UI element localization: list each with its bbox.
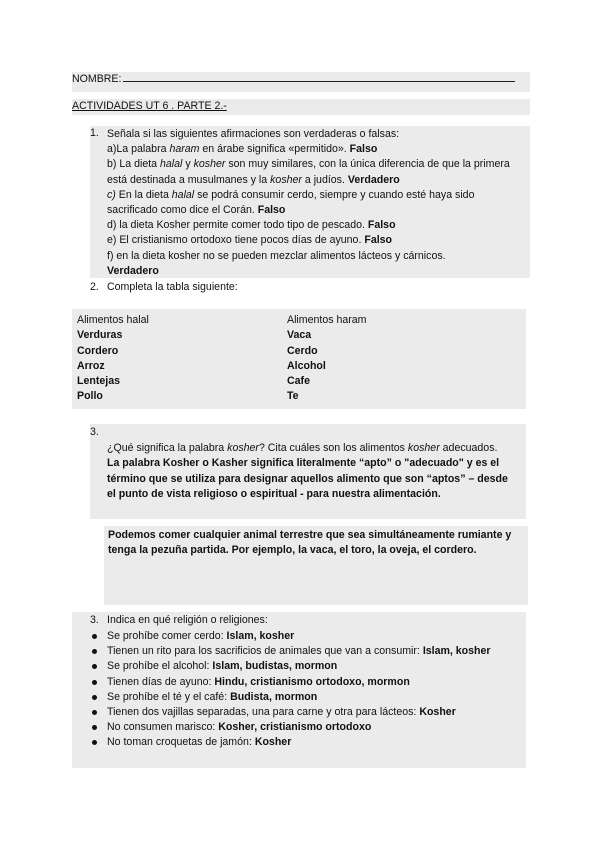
halal-cell: Arroz	[77, 359, 105, 372]
list-item: Se prohíbe comer cerdo: Islam, kosher	[90, 629, 520, 644]
religion-list	[90, 629, 520, 751]
question-4	[72, 612, 526, 768]
question-1	[90, 126, 530, 278]
answer-f: Verdadero	[107, 264, 159, 277]
answer-c: Falso	[257, 204, 286, 217]
question-4-head	[90, 613, 268, 627]
halal-column	[77, 313, 149, 405]
question-2-text: Completa la tabla siguiente:	[107, 281, 238, 293]
question-3-answer-2: Podemos comer cualquier animal terrestre que sea simultáneamente rumiante y tenga la pezuña partida. Por ejemplo, la vaca, el toro, la oveja, el cordero.	[108, 529, 512, 557]
halal-header: Alimentos halal	[77, 314, 149, 326]
halal-haram-table	[72, 309, 526, 409]
haram-cell: Te	[287, 390, 299, 403]
question-3	[90, 424, 526, 519]
question-3-number: 3.	[90, 426, 99, 438]
bullet-icon	[92, 710, 97, 715]
list-item: Se prohíbe el alcohol: Islam, budistas, mormon	[90, 659, 520, 674]
list-item: Se prohíbe el té y el café: Budista, mormon	[90, 690, 520, 705]
bullet-icon	[92, 649, 97, 654]
haram-cell: Cerdo	[287, 344, 318, 357]
name-blank-line[interactable]	[123, 72, 515, 82]
list-item: Tienen días de ayuno: Hindu, cristianismo ortodoxo, mormon	[90, 675, 520, 690]
haram-column	[287, 313, 366, 405]
question-1-intro: Señala si las siguientes afirmaciones son verdaderas o falsas:	[107, 128, 400, 140]
bullet-icon	[92, 740, 97, 745]
question-3-body: ¿Qué significa la palabra kosher? Cita cuáles son los alimentos kosher adecuados. La palabra Kosher o Kasher significa literalmente “apto” o "adecuado" y es el término que se utiliza para designar aquellos alimento que son “aptos” – desde el punto de vista religioso o espiritual - para nuestra alimentación.	[107, 442, 508, 500]
statement-f: f) en la dieta kosher no se pueden mezclar alimentos lácteos y cárnicos. Verdadero	[107, 249, 446, 277]
bullet-icon	[92, 634, 97, 639]
bullet-icon	[92, 695, 97, 700]
answer-b: Verdadero	[347, 173, 400, 186]
haram-cell: Cafe	[287, 375, 310, 388]
statement-e: e) El cristianismo ortodoxo tiene pocos días de ayuno. Falso	[107, 234, 393, 247]
question-4-number: 3.	[90, 614, 99, 626]
question-4-intro: Indica en qué religión o religiones:	[107, 614, 268, 626]
list-item: Tienen un rito para los sacrificios de animales que van a consumir: Islam, kosher	[90, 644, 520, 659]
list-item: No toman croquetas de jamón: Kosher	[90, 735, 520, 750]
activities-title: ACTIVIDADES UT 6 . PARTE 2.-	[72, 99, 530, 115]
statement-a: a)La palabra haram en árabe significa «permitido». Falso	[107, 143, 378, 156]
question-1-number: 1.	[90, 127, 99, 139]
halal-cell: Cordero	[77, 344, 119, 357]
statement-d: d) la dieta Kosher permite comer todo tipo de pescado. Falso	[107, 219, 396, 232]
answer-e: Falso	[364, 234, 393, 247]
statement-c: c) En la dieta halal se podrá consumir cerdo, siempre y cuando esté haya sido sacrificado como dice el Corán. Falso	[107, 188, 475, 217]
name-label: NOMBRE:	[72, 73, 122, 85]
haram-cell: Alcohol	[287, 359, 326, 372]
list-item: No consumen marisco: Kosher, cristianismo ortodoxo	[90, 720, 520, 735]
question-3-answer: La palabra Kosher o Kasher significa literalmente “apto” o "adecuado" y es el término que se utiliza para designar aquellos alimento que son “aptos” – desde el punto de vista religioso o espiritual - para nuestra alimentación.	[107, 457, 508, 500]
statement-b: b) La dieta halal y kosher son muy similares, con la única diferencia de que la primera está destinada a musulmanes y la kosher a judíos. Verdadero	[107, 158, 510, 186]
question-1-body	[107, 127, 527, 279]
question-2	[90, 280, 238, 294]
haram-header: Alimentos haram	[287, 314, 367, 326]
haram-cell: Vaca	[287, 329, 312, 342]
question-3-answer-box[interactable]	[104, 526, 528, 605]
bullet-icon	[92, 664, 97, 669]
list-item: Tienen dos vajillas separadas, una para carne y otra para lácteos: Kosher	[90, 705, 520, 720]
halal-cell: Lentejas	[77, 375, 120, 388]
halal-cell: Verduras	[77, 329, 123, 342]
bullet-icon	[92, 725, 97, 730]
halal-cell: Pollo	[77, 390, 103, 403]
question-2-number: 2.	[90, 281, 99, 293]
name-field-row	[72, 72, 530, 92]
answer-d: Falso	[367, 219, 396, 232]
answer-a: Falso	[349, 143, 378, 156]
bullet-icon	[92, 680, 97, 685]
